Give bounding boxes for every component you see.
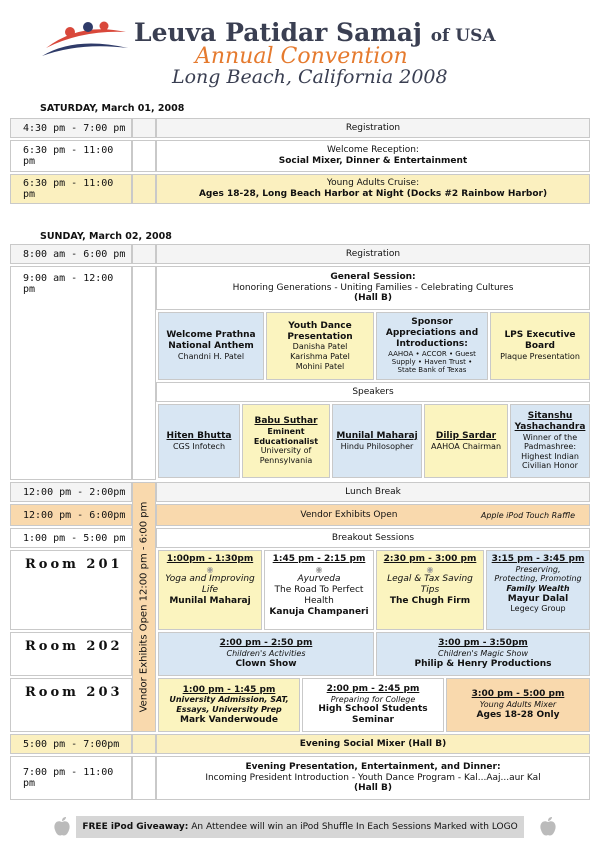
- giveaway-text: An Attendee will win an iPod Shuffle In Each Sessions Marked with LOGO: [188, 821, 518, 832]
- speaker-name: Sitanshu: [527, 411, 573, 422]
- sat-time-1: 4:30 pm - 7:00 pm: [10, 118, 132, 138]
- session-speaker: Clown Show: [235, 658, 297, 669]
- ipod-icon: ◉: [206, 564, 214, 574]
- room201-session-4: [486, 550, 590, 630]
- sat-cruise-title: Young Adults Cruise:: [326, 178, 420, 189]
- lunch-break: Lunch Break: [156, 482, 590, 502]
- ipod-raffle-label: Apple iPod Touch Raffle: [480, 510, 575, 520]
- gs-item-sub: Plaque Presentation: [500, 352, 580, 361]
- sat-welcome-reception: [156, 140, 590, 172]
- sat-time-3: 6:30 pm - 11:00 pm: [10, 174, 132, 204]
- general-session-title: General Session:: [330, 271, 416, 282]
- session-topic: Family Wealth: [506, 583, 570, 593]
- sat-gap-2: [132, 140, 156, 172]
- gs-item-title: LPS Executive: [504, 330, 576, 341]
- session-time: 1:00 pm - 1:45 pm: [182, 684, 276, 695]
- sun-time-registration: 8:00 am - 6:00 pm: [10, 244, 132, 264]
- session-topic: Essays, University Prep: [176, 705, 282, 714]
- room-203-label: Room 203: [10, 678, 132, 732]
- sun-gap-mixer: [132, 734, 156, 754]
- org-name: Leuva Patidar Samaj: [134, 18, 422, 47]
- sat-cruise-docks: (Docks #2 Rainbow Harbor): [406, 189, 548, 199]
- gs-item-title: Appreciations and: [385, 328, 479, 339]
- speaker-babu-suthar: [242, 404, 330, 478]
- sun-time-general: 9:00 am - 12:00 pm: [10, 266, 132, 480]
- gs-item-title: Welcome Prathna: [166, 330, 256, 341]
- gs-item-sub: Karishma Patel: [290, 352, 350, 361]
- org-suffix: of USA: [430, 26, 496, 46]
- speaker-name: Yashachandra: [514, 421, 586, 432]
- speaker-desc: Highest Indian: [521, 451, 579, 461]
- speaker-desc: AAHOA Chairman: [430, 441, 502, 451]
- speaker-name: Munilal Maharaj: [336, 430, 418, 441]
- session-speaker: Ages 18-28 Only: [476, 709, 560, 720]
- evening-mixer: Evening Social Mixer (Hall B): [156, 734, 590, 754]
- speaker-desc: Civilian Honor: [522, 461, 578, 471]
- speaker-desc: Pennsylvania: [259, 455, 313, 465]
- sat-welcome-detail: Social Mixer, Dinner & Entertainment: [278, 156, 468, 166]
- general-session: [156, 266, 590, 310]
- session-topic: Preserving,: [515, 564, 561, 574]
- giveaway-title: FREE iPod Giveaway:: [82, 821, 189, 832]
- speaker-desc: University of: [260, 446, 312, 456]
- session-topic: Tips: [420, 585, 440, 596]
- vendor-vertical-label: Vendor Exhibits Open 12:00 pm - 6:00 pm: [138, 501, 150, 713]
- session-time: 3:00 pm - 5:00 pm: [471, 689, 565, 700]
- sat-time-2: 6:30 pm - 11:00 pm: [10, 140, 132, 172]
- sun-time-breakout: 1:00 pm - 5:00 pm: [10, 528, 132, 548]
- evening-presentation: [156, 756, 590, 800]
- vendor-vertical-bar: [132, 482, 156, 732]
- speaker-desc: Eminent: [267, 427, 305, 437]
- speaker-desc: Hindu Philosopher: [340, 441, 414, 451]
- gs-sponsor: [376, 312, 488, 380]
- session-speaker: Philip & Henry Productions: [414, 658, 552, 669]
- session-speaker: Seminar: [352, 715, 394, 726]
- general-session-sub: Honoring Generations - Uniting Families - Celebrating Cultures: [232, 282, 514, 293]
- session-time: 3:00 pm - 3:50pm: [438, 638, 528, 649]
- room203-session-1: [158, 678, 300, 732]
- room201-session-1: [158, 550, 262, 630]
- event-location: Long Beach, California 2008: [172, 66, 448, 88]
- session-time: 3:15 pm - 3:45 pm: [491, 554, 585, 564]
- gs-item-sub: State Bank of Texas: [397, 366, 467, 375]
- general-session-hall: (Hall B): [354, 293, 392, 304]
- sun-time-mixer: 5:00 pm - 7:00pm: [10, 734, 132, 754]
- speaker-sitanshu-yashachandra: [510, 404, 590, 478]
- vendor-exhibits-label: Vendor Exhibits Open: [300, 510, 398, 520]
- session-org: Legecy Group: [510, 604, 566, 614]
- gs-item-title: National Anthem: [168, 341, 254, 352]
- gs-welcome-prathna: [158, 312, 264, 380]
- breakout-sessions: Breakout Sessions: [156, 528, 590, 548]
- sun-gap-registration: [132, 244, 156, 264]
- gs-item-sub: Danisha Patel: [292, 342, 348, 352]
- gs-item-sub: Chandni H. Patel: [177, 352, 245, 361]
- evening-sub: Incoming President Introduction - Youth Dance Program - Kal...Aaj...aur Kal: [205, 772, 541, 783]
- speaker-name: Hiten Bhutta: [166, 430, 232, 441]
- speaker-name: Dilip Sardar: [435, 430, 497, 441]
- sat-gap-1: [132, 118, 156, 138]
- sat-gap-3: [132, 174, 156, 204]
- logo-icon: [40, 18, 130, 62]
- session-topic: Protecting, Promoting: [494, 574, 582, 584]
- session-topic: Life: [201, 585, 219, 596]
- sun-gap-general: [132, 266, 156, 480]
- room201-session-2: [264, 550, 374, 630]
- session-topic: The Road To Perfect: [274, 585, 364, 596]
- gs-youth-dance: [266, 312, 374, 380]
- room203-session-2: [302, 678, 444, 732]
- room202-session-1: [158, 632, 374, 676]
- apple-icon-right: [538, 816, 558, 838]
- session-time: 1:45 pm - 2:15 pm: [272, 554, 366, 564]
- speaker-hiten-bhutta: [158, 404, 240, 478]
- session-speaker: Kanuja Champaneri: [269, 606, 369, 617]
- sat-welcome-title: Welcome Reception:: [327, 145, 419, 156]
- session-topic: Legal & Tax Saving: [387, 574, 473, 585]
- gs-item-title: Sponsor: [411, 317, 453, 328]
- session-topic: Young Adults Mixer: [479, 700, 557, 710]
- gs-item-sub: AAHOA • ACCOR • Guest: [388, 349, 476, 358]
- sun-time-evening: 7:00 pm - 11:00 pm: [10, 756, 132, 800]
- gs-item-sub: Supply • Haven Trust •: [391, 358, 473, 366]
- gs-item-sub: Mohini Patel: [295, 361, 345, 371]
- session-speaker: Mark Vanderwoude: [180, 714, 278, 725]
- gs-item-title: Presentation: [287, 331, 353, 342]
- ipod-icon: ◉: [426, 564, 434, 574]
- speaker-name: Babu Suthar: [254, 416, 318, 427]
- speaker-dilip-sardar: [424, 404, 508, 478]
- gs-item-title: Introductions:: [396, 338, 468, 349]
- session-time: 2:30 pm - 3:00 pm: [383, 554, 477, 564]
- sun-time-lunch: 12:00 pm - 2:00pm: [10, 482, 132, 502]
- session-topic: Children's Activities: [226, 649, 306, 659]
- evening-hall: (Hall B): [354, 783, 392, 794]
- session-topic: Children's Magic Show: [437, 649, 528, 659]
- session-topic: Ayurveda: [297, 574, 341, 585]
- session-topic: Yoga and Improving: [165, 574, 255, 585]
- event-title: Annual Convention: [195, 44, 408, 69]
- speaker-munilal-maharaj: [332, 404, 422, 478]
- evening-title: Evening Presentation, Entertainment, and Dinner:: [245, 761, 501, 772]
- sun-gap-evening: [132, 756, 156, 800]
- session-speaker: The Chugh Firm: [389, 595, 471, 606]
- session-topic: University Admission, SAT,: [169, 695, 289, 705]
- ipod-icon: ◉: [315, 564, 323, 574]
- room202-session-2: [376, 632, 590, 676]
- ipod-giveaway-banner: [76, 816, 524, 838]
- session-time: 2:00 pm - 2:50 pm: [219, 638, 313, 649]
- room-202-label: Room 202: [10, 632, 132, 676]
- speakers-label: Speakers: [156, 382, 590, 402]
- session-speaker: High School Students: [318, 704, 428, 715]
- speaker-desc: CGS Infotech: [172, 441, 226, 451]
- session-time: 2:00 pm - 2:45 pm: [326, 684, 420, 694]
- sat-registration: Registration: [156, 118, 590, 138]
- saturday-date: SATURDAY, March 01, 2008: [40, 103, 185, 114]
- apple-icon-left: [52, 816, 72, 838]
- session-time: 1:00pm - 1:30pm: [166, 554, 254, 564]
- vendor-exhibits: [156, 504, 590, 526]
- speaker-desc: Winner of the: [522, 432, 578, 442]
- room201-session-3: [376, 550, 484, 630]
- session-speaker: Mayur Dalal: [507, 593, 569, 604]
- sun-registration: Registration: [156, 244, 590, 264]
- sat-cruise: [156, 174, 590, 204]
- gs-item-title: Board: [525, 341, 555, 352]
- gs-item-title: Youth Dance: [288, 320, 352, 331]
- sat-cruise-detail: Ages 18-28, Long Beach Harbor at Night: [198, 189, 407, 199]
- org-title: [134, 18, 496, 47]
- room-201-label: Room 201: [10, 550, 132, 630]
- speaker-desc: Educationalist: [253, 436, 319, 446]
- session-topic: Health: [304, 595, 334, 606]
- sun-time-vendor: 12:00 pm - 6:00pm: [10, 504, 132, 526]
- sunday-date: SUNDAY, March 02, 2008: [40, 231, 172, 242]
- room203-session-3: [446, 678, 590, 732]
- session-speaker: Munilal Maharaj: [169, 595, 251, 606]
- speaker-desc: Padmashree:: [523, 442, 577, 452]
- session-topic: Preparing for College: [330, 694, 416, 704]
- gs-lps-board: [490, 312, 590, 380]
